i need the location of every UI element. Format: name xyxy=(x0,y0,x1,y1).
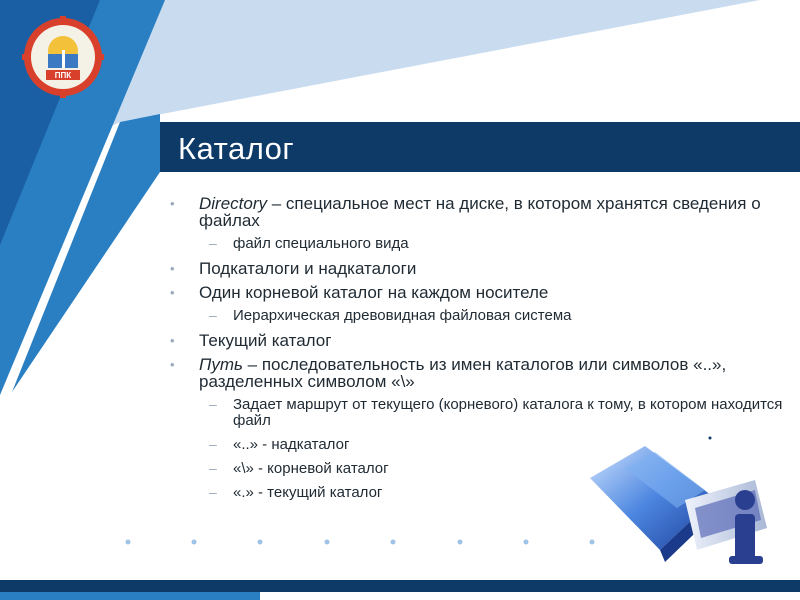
list-subitem xyxy=(170,308,790,324)
footer-accent xyxy=(0,592,260,600)
dash-icon: – xyxy=(209,484,217,500)
dash-icon: – xyxy=(209,307,217,323)
item-text: «.» - текущий каталог xyxy=(233,484,383,501)
slide-title: Каталог xyxy=(178,131,295,166)
item-text: Задает маршрут от текущего (корневого) каталога к тому, в котором находится файл xyxy=(233,396,783,429)
bullet-icon: • xyxy=(170,333,175,348)
list-subitem xyxy=(170,236,790,252)
item-text: – специальное мест на диске, в котором хранятся сведения о файлах xyxy=(199,194,761,230)
footer-bar xyxy=(0,580,800,592)
item-text: – последовательность из имен каталогов или символов «..», разделенных символом «\» xyxy=(199,355,727,391)
bullet-icon: • xyxy=(170,261,175,276)
item-lead: Directory xyxy=(199,194,268,213)
list-item xyxy=(170,195,790,229)
list-item xyxy=(170,332,790,349)
item-text: Иерархическая древовидная файловая система xyxy=(233,307,572,324)
bullet-icon: • xyxy=(170,285,175,300)
logo-text: ППК xyxy=(54,71,72,80)
dash-icon: – xyxy=(209,460,217,476)
college-emblem-icon xyxy=(22,16,104,98)
item-text: Подкаталоги и надкаталоги xyxy=(199,259,417,278)
item-text: «\» - корневой каталог xyxy=(233,460,389,477)
item-text: Один корневой каталог на каждом носителе xyxy=(199,283,549,302)
item-text: «..» - надкаталог xyxy=(233,436,350,453)
bullet-icon: • xyxy=(170,357,175,372)
item-lead: Путь xyxy=(199,355,243,374)
item-text: файл специального вида xyxy=(233,235,409,252)
title-bar xyxy=(160,122,800,172)
logo-torch xyxy=(62,50,65,68)
dash-icon: – xyxy=(209,436,217,452)
list-item xyxy=(170,356,790,390)
item-text: Текущий каталог xyxy=(199,331,332,350)
dash-icon: – xyxy=(209,235,217,251)
book-info-icon xyxy=(585,438,785,578)
list-subitem xyxy=(170,397,790,429)
bullet-icon: • xyxy=(170,196,175,211)
list-item xyxy=(170,260,790,277)
list-item xyxy=(170,284,790,301)
info-base xyxy=(729,556,763,564)
info-dot xyxy=(735,490,755,510)
dash-icon: – xyxy=(209,396,217,412)
info-stem xyxy=(735,514,755,562)
